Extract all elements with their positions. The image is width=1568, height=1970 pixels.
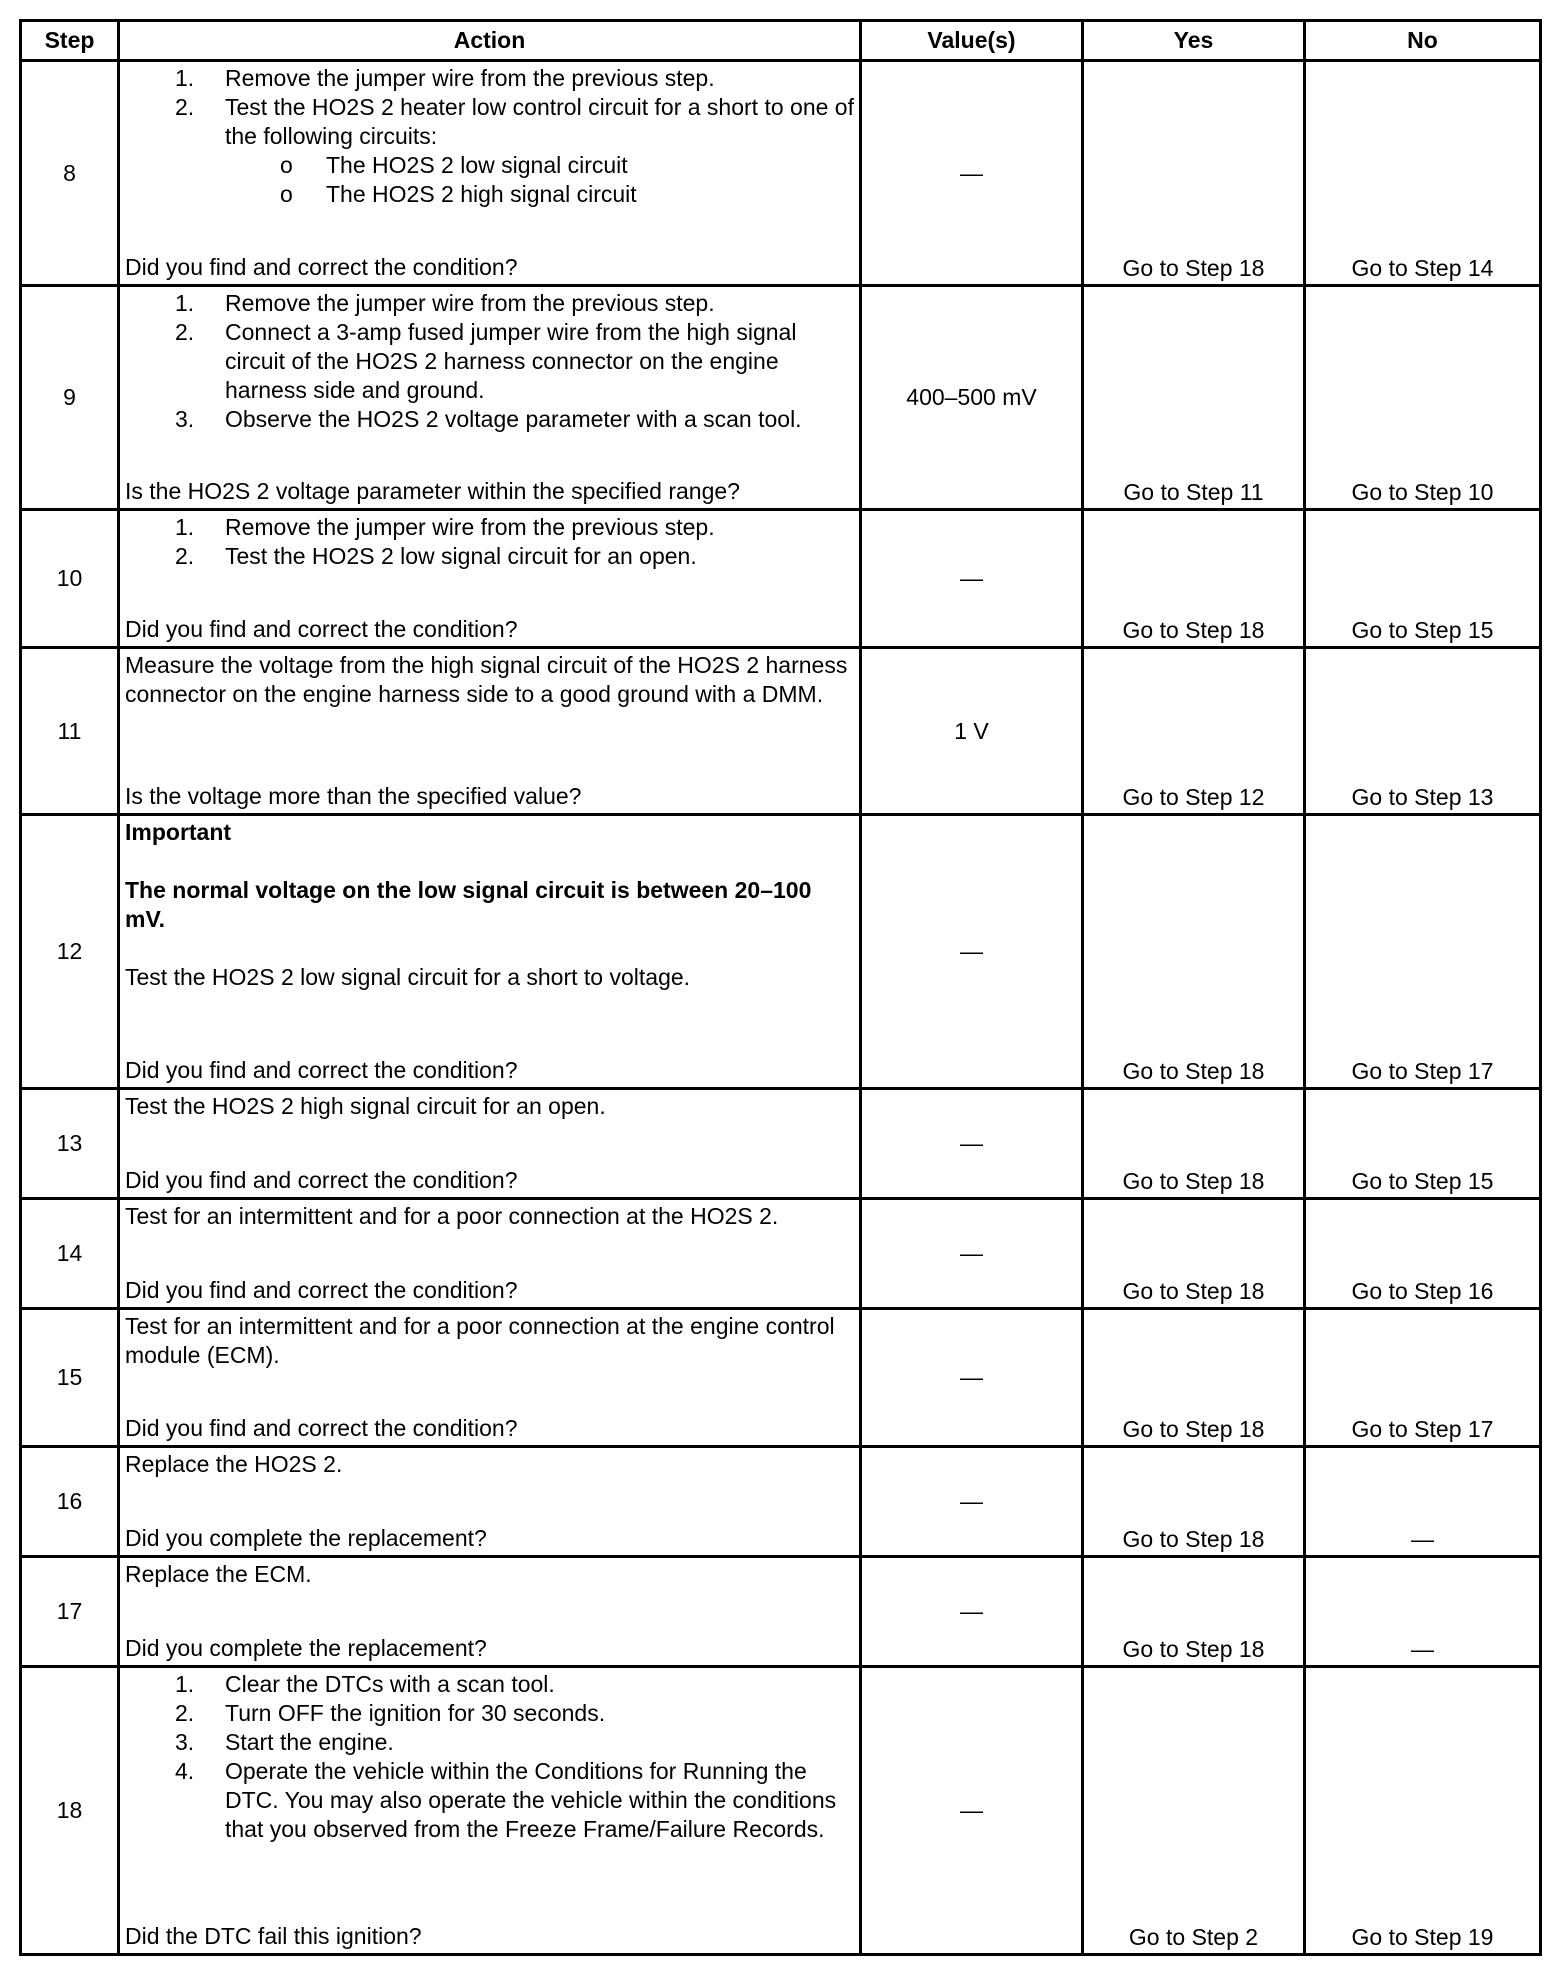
yes-cell: Go to Step 18	[1083, 1309, 1305, 1447]
action-question: Did you find and correct the condition?	[125, 254, 518, 280]
value-cell: —	[861, 510, 1083, 648]
action-cell	[119, 1199, 861, 1309]
sub-bullet: o The HO2S 2 low signal circuit	[280, 152, 628, 178]
yes-cell: Go to Step 18	[1083, 815, 1305, 1089]
important-text: The normal voltage on the low signal circuit is between 20–100 mV.	[125, 877, 812, 932]
header-action: Action	[119, 21, 861, 61]
action-cell	[119, 1557, 861, 1667]
no-cell: Go to Step 10	[1305, 286, 1541, 510]
action-question: Did you complete the replacement?	[125, 1635, 487, 1661]
action-cell	[119, 1089, 861, 1199]
no-cell: —	[1305, 1557, 1541, 1667]
numbered-step: 1. Remove the jumper wire from the previous step.	[175, 290, 715, 316]
action-cell	[119, 648, 861, 815]
numbered-steps	[125, 289, 854, 434]
action-cell	[119, 510, 861, 648]
value-cell: —	[861, 1667, 1083, 1955]
action-cell	[119, 61, 861, 286]
action-text: Replace the HO2S 2.	[125, 1451, 343, 1477]
yes-cell: Go to Step 18	[1083, 61, 1305, 286]
table-row	[21, 286, 1541, 510]
action-text: Test the HO2S 2 low signal circuit for a short to voltage.	[125, 964, 691, 990]
numbered-step: 2. Test the HO2S 2 heater low control circuit for a short to one of the following circuits: o The HO2S 2 low signal circuit o The HO2S 2 high signal circuit	[175, 94, 854, 207]
action-text: Measure the voltage from the high signal circuit of the HO2S 2 harness connector on the engine harness side to a good ground with a DMM.	[125, 652, 848, 707]
action-question: Is the HO2S 2 voltage parameter within the specified range?	[125, 478, 740, 504]
yes-cell: Go to Step 12	[1083, 648, 1305, 815]
numbered-steps	[125, 64, 854, 209]
numbered-steps	[125, 1670, 854, 1844]
table-row	[21, 1309, 1541, 1447]
action-question: Did you find and correct the condition?	[125, 616, 518, 642]
action-cell	[119, 1309, 861, 1447]
numbered-step: 3. Observe the HO2S 2 voltage parameter with a scan tool.	[175, 406, 802, 432]
table-row	[21, 510, 1541, 648]
step-number: 18	[21, 1667, 119, 1955]
value-cell: —	[861, 61, 1083, 286]
table-row	[21, 815, 1541, 1089]
important-label: Important	[125, 819, 232, 845]
action-question: Did you find and correct the condition?	[125, 1415, 518, 1441]
action-cell	[119, 1447, 861, 1557]
step-number: 11	[21, 648, 119, 815]
action-question: Did you find and correct the condition?	[125, 1057, 518, 1083]
step-number: 17	[21, 1557, 119, 1667]
sub-bullet: o The HO2S 2 high signal circuit	[280, 181, 637, 207]
numbered-step: 3. Start the engine.	[175, 1729, 394, 1755]
header-values: Value(s)	[861, 21, 1083, 61]
numbered-step: 4. Operate the vehicle within the Conditions for Running the DTC. You may also operate the vehicle within the conditions that you observed from the Freeze Frame/Failure Records.	[175, 1758, 837, 1842]
action-text: Test the HO2S 2 high signal circuit for an open.	[125, 1093, 606, 1119]
yes-cell: Go to Step 2	[1083, 1667, 1305, 1955]
action-text: Test for an intermittent and for a poor connection at the HO2S 2.	[125, 1203, 779, 1229]
no-cell: Go to Step 17	[1305, 815, 1541, 1089]
action-cell	[119, 286, 861, 510]
numbered-step: 2. Connect a 3-amp fused jumper wire from the high signal circuit of the HO2S 2 harness connector on the engine harness side and ground.	[175, 319, 797, 403]
yes-cell: Go to Step 18	[1083, 1557, 1305, 1667]
step-number: 16	[21, 1447, 119, 1557]
value-cell: 1 V	[861, 648, 1083, 815]
yes-cell: Go to Step 18	[1083, 1199, 1305, 1309]
value-cell: 400–500 mV	[861, 286, 1083, 510]
value-cell: —	[861, 1199, 1083, 1309]
step-number: 13	[21, 1089, 119, 1199]
value-cell: —	[861, 1309, 1083, 1447]
table-row	[21, 1667, 1541, 1955]
step-number: 14	[21, 1199, 119, 1309]
action-text: Replace the ECM.	[125, 1561, 312, 1587]
numbered-steps	[125, 513, 854, 571]
table-row	[21, 1199, 1541, 1309]
header-step: Step	[21, 21, 119, 61]
no-cell: —	[1305, 1447, 1541, 1557]
step-number: 8	[21, 61, 119, 286]
yes-cell: Go to Step 18	[1083, 1089, 1305, 1199]
numbered-step: 1. Remove the jumper wire from the previous step.	[175, 65, 715, 91]
yes-cell: Go to Step 18	[1083, 1447, 1305, 1557]
action-question: Did you find and correct the condition?	[125, 1277, 518, 1303]
action-text: Test for an intermittent and for a poor connection at the engine control module (ECM).	[125, 1313, 835, 1368]
sub-bullet-list	[225, 151, 854, 209]
no-cell: Go to Step 15	[1305, 1089, 1541, 1199]
numbered-step: 1. Clear the DTCs with a scan tool.	[175, 1671, 555, 1697]
numbered-step: 1. Remove the jumper wire from the previous step.	[175, 514, 715, 540]
step-number: 12	[21, 815, 119, 1089]
no-cell: Go to Step 19	[1305, 1667, 1541, 1955]
no-cell: Go to Step 16	[1305, 1199, 1541, 1309]
action-question: Did you complete the replacement?	[125, 1525, 487, 1551]
diagnostic-table	[19, 19, 1542, 1956]
action-question: Did you find and correct the condition?	[125, 1167, 518, 1193]
no-cell: Go to Step 14	[1305, 61, 1541, 286]
header-row	[21, 21, 1541, 61]
header-no: No	[1305, 21, 1541, 61]
table-row	[21, 1557, 1541, 1667]
no-cell: Go to Step 13	[1305, 648, 1541, 815]
numbered-step: 2. Turn OFF the ignition for 30 seconds.	[175, 1700, 606, 1726]
yes-cell: Go to Step 11	[1083, 286, 1305, 510]
no-cell: Go to Step 17	[1305, 1309, 1541, 1447]
step-number: 15	[21, 1309, 119, 1447]
table-row	[21, 1447, 1541, 1557]
action-question: Is the voltage more than the specified value?	[125, 783, 582, 809]
no-cell: Go to Step 15	[1305, 510, 1541, 648]
step-number: 9	[21, 286, 119, 510]
table-row	[21, 648, 1541, 815]
action-cell	[119, 1667, 861, 1955]
table-row	[21, 1089, 1541, 1199]
table-row	[21, 61, 1541, 286]
numbered-step: 2. Test the HO2S 2 low signal circuit for an open.	[175, 543, 697, 569]
yes-cell: Go to Step 18	[1083, 510, 1305, 648]
value-cell: —	[861, 1557, 1083, 1667]
value-cell: —	[861, 815, 1083, 1089]
step-number: 10	[21, 510, 119, 648]
action-question: Did the DTC fail this ignition?	[125, 1923, 422, 1949]
header-yes: Yes	[1083, 21, 1305, 61]
value-cell: —	[861, 1447, 1083, 1557]
value-cell: —	[861, 1089, 1083, 1199]
action-cell	[119, 815, 861, 1089]
